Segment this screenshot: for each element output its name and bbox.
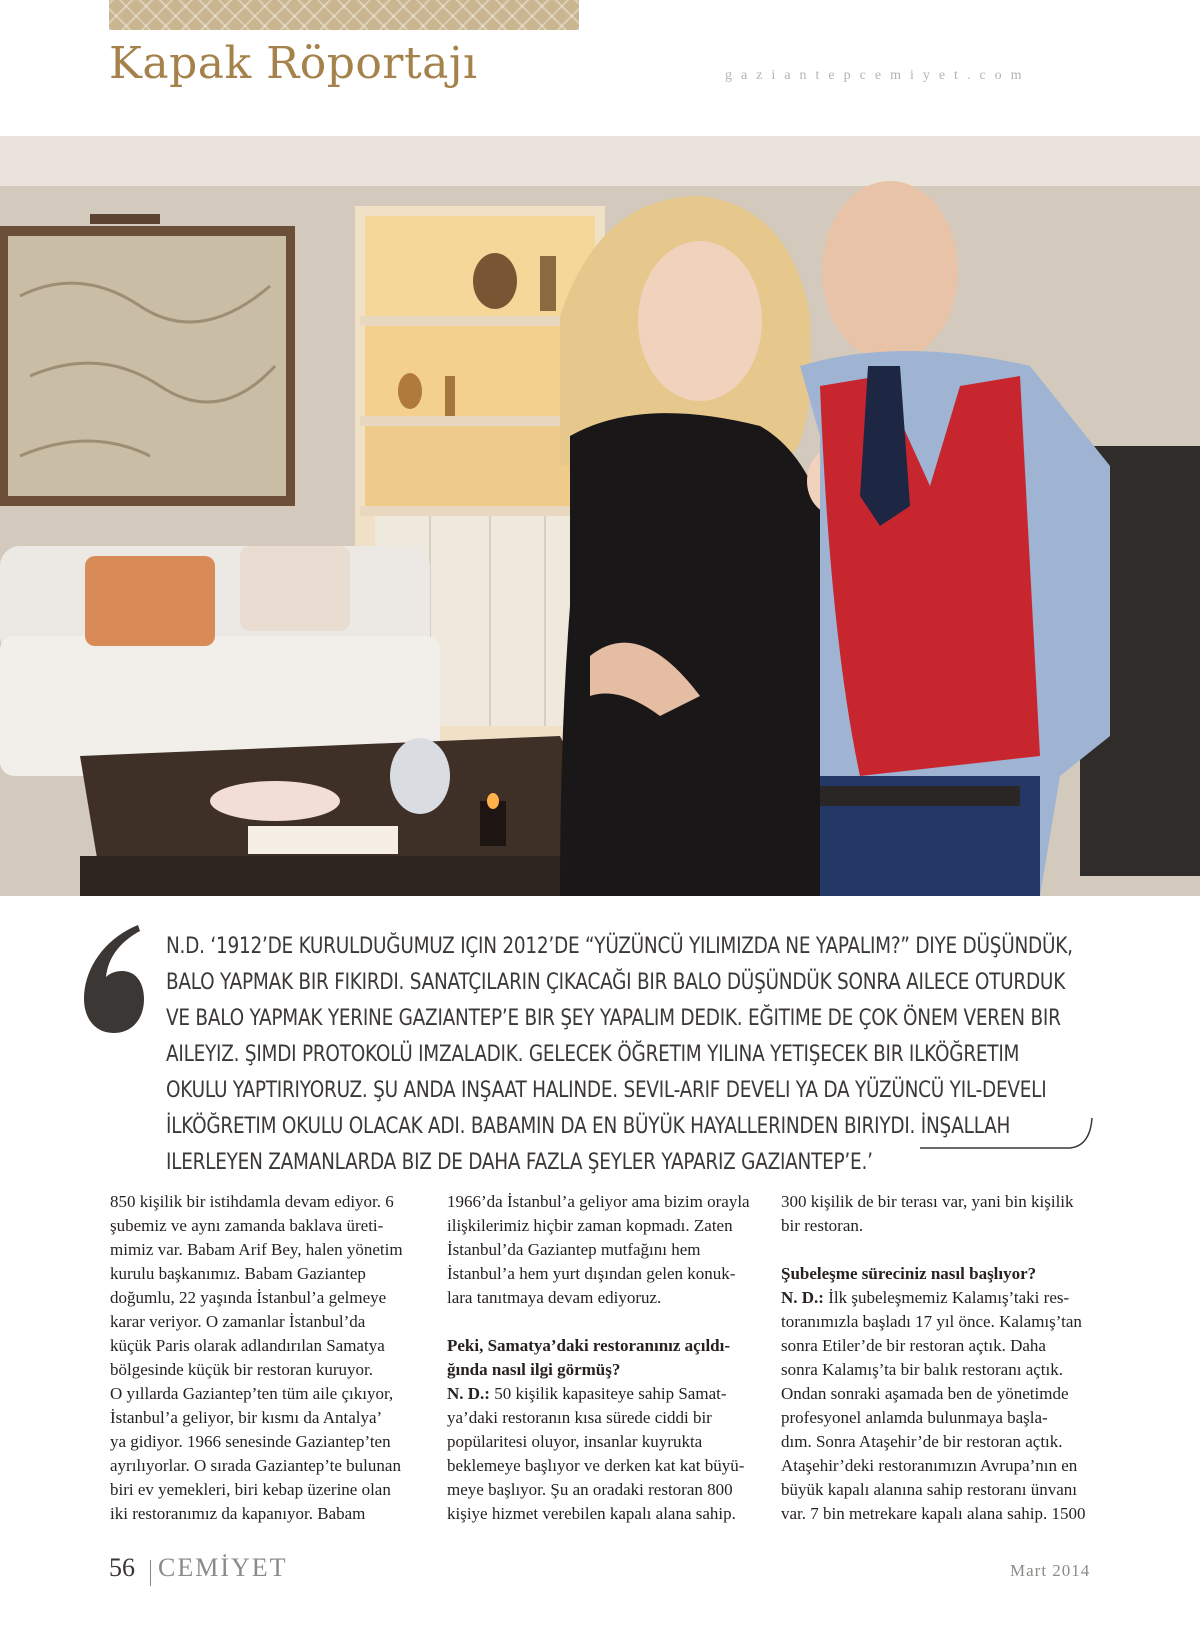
opening-quote-icon bbox=[82, 925, 144, 1045]
section-title: Kapak Röportajı bbox=[109, 38, 478, 89]
interview-question: Şubeleşme süreciniz nasıl başlıyor? bbox=[781, 1264, 1037, 1283]
page-number: 56 bbox=[109, 1553, 135, 1582]
answer-text: İlk şubeleşmemiz Kalamış’taki res- toranımızla başladı 17 yıl önce. Kalamış’tan sonra Etiler’de bir restoran açtık. Daha sonra Kalamış’ta bir balık restoranı açtık. Ondan sonraki aşamada ben de yönetimde profesyonel anlamda bulunmaya başla- dım. Sonra Ataşehir’de bir restoran açtık. Ataşehir’deki restoranımızın Avrupa’nın en büyük kapalı alanına sahip restoranı ünvanı var. 7 bin metrekare kapalı alana sahip. 1500 bbox=[781, 1288, 1086, 1523]
interview-question: Peki, Samatya’daki restoranınız açıldı- ğında nasıl ilgi görmüş? bbox=[447, 1336, 731, 1379]
paragraph: 850 kişilik bir istihdamla devam ediyor. 6 şubemiz ve aynı zamanda baklava üreti- mimiz var. Babam Arif Bey, halen yönetim kurulu başkanımız. Babam Gaziantep doğumlu, 22 yaşında İstanbul’a gelmeye karar veriyor. O zamanlar İstanbul’da küçük Paris olarak adlandırılan Samatya bölgesinde küçük bir restoran kuruyor. O yıllarda Gaziantep’ten tüm aile çıkıyor, İstanbul’a geliyor, bir kısmı da Antalya’ ya gidiyor. 1966 senesinde Gaziantep’ten ayrılıyorlar. O sırada Gaziantep’te bulunan biri ev yemekleri, biri kebap üzerine olan iki restoranımız da kapanıyor. Babam bbox=[110, 1192, 403, 1523]
answer-text: 50 kişilik kapasiteye sahip Samat- ya’daki restoranın kısa sürede ciddi bir popülaritesi oluyor, insanlar kuyrukta beklemeye başlıyor ve derken kat kat büyü- meye başlıyor. Şu an oradaki restoran 800 kişiye hizmet verebilen kapalı alana sahip. bbox=[447, 1384, 745, 1523]
site-url: gaziantepcemiyet.com bbox=[725, 68, 1031, 83]
decorative-header-band bbox=[109, 0, 579, 30]
quote-underline-flourish bbox=[920, 1118, 1100, 1158]
interview-answer bbox=[781, 1286, 1101, 1526]
paragraph: 1966’da İstanbul’a geliyor ama bizim orayla ilişkilerimiz hiçbir zaman kopmadı. Zaten İstanbul’da Gaziantep mutfağını hem İstanbul’a hem yurt dışından gelen konuk- lara tanıtmaya devam ediyoruz. bbox=[447, 1192, 750, 1307]
issue-date: Mart 2014 bbox=[1010, 1561, 1091, 1580]
cover-photo bbox=[0, 136, 1200, 896]
interview-answer bbox=[447, 1382, 767, 1526]
paragraph: 300 kişilik de bir terası var, yani bin kişilik bir restoran. bbox=[781, 1192, 1074, 1235]
coffee-table bbox=[80, 736, 640, 896]
speaker-label: N. D.: bbox=[447, 1384, 490, 1403]
footer-divider bbox=[150, 1560, 151, 1586]
framed-map bbox=[0, 214, 295, 506]
white-sofa bbox=[0, 546, 440, 776]
pull-quote: N.D. ‘1912’DE KURULDUĞUMUZ IÇIN 2012’DE “YÜZÜNCÜ YILIMIZDA NE YAPALIM?” DIYE DÜŞÜNDÜK, BALO YAPMAK BIR FIKIRDI. SANATÇILARIN ÇIKACAĞI BIR BALO DÜŞÜNDÜK SONRA AILECE OTURDUK VE BALO YAPMAK YERINE GAZIANTEP’E BIR ŞEY YAPALIM DEDIK. EĞITIME DE ÇOK ÖNEM VEREN BIR AILEYIZ. ŞIMDI PROTOKOLÜ IMZALADIK. GELECEK ÖĞRETIM YILINA YETIŞECEK BIR ILKÖĞRETIM OKULU YAPTIRIYORUZ. ŞU ANDA INŞAAT HALINDE. SEVIL-ARIF DEVELI YA DA YÜZÜNCÜ YIL-DEVELI İLKÖĞRETIM OKULU OLACAK ADI. BABAMIN DA EN BÜYÜK HAYALLERINDEN BIRIYDI. İNŞALLAH ILERLEYEN ZAMANLARDA BIZ DE DAHA FAZLA ŞEYLER YAPARIZ GAZIANTEP’E.’ bbox=[166, 933, 1073, 1175]
article-column-3 bbox=[781, 1190, 1101, 1526]
article-column-1 bbox=[110, 1190, 430, 1526]
speaker-label: N. D.: bbox=[781, 1288, 824, 1307]
magazine-name: CEMİYET bbox=[158, 1553, 288, 1582]
article-column-2 bbox=[447, 1190, 767, 1526]
